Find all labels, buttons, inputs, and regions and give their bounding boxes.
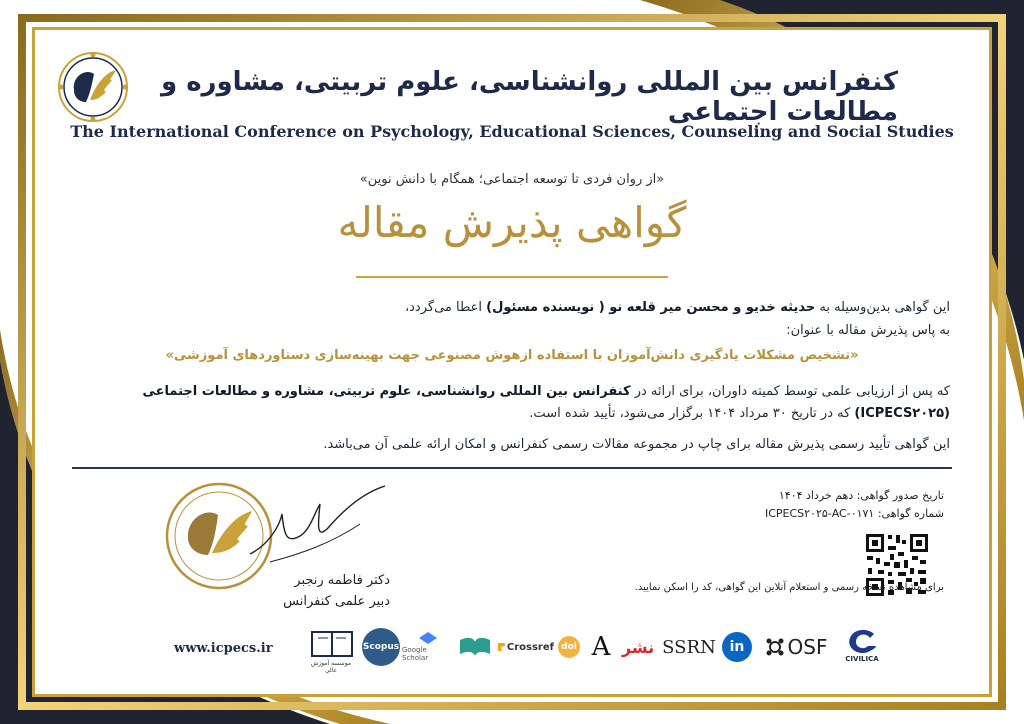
- osf-icon: [765, 637, 785, 657]
- linkedin-label: in: [729, 639, 745, 655]
- website-link[interactable]: www.icpecs.ir: [174, 641, 273, 656]
- qr-note: برای مشاهده نسخه رسمی و استعلام آنلاین این گواهی، کد را اسکن نمایید.: [634, 582, 944, 593]
- conference-title-en: The International Conference on Psychology, Educational Sciences, Counseling and Social Studies: [70, 122, 954, 141]
- acceptance-line: به پاس پذیرش مقاله با عنوان:: [786, 323, 950, 338]
- nashr-label: نشر: [621, 637, 655, 657]
- certificate-title: گواهی پذیرش مقاله: [337, 198, 687, 247]
- scopus-logo: Scopus: [362, 628, 400, 666]
- ssrn-logo: [664, 630, 714, 664]
- ssrn-label: SSRN: [662, 636, 716, 658]
- crossref-label: Crossref: [506, 641, 554, 653]
- signer-name: دکتر فاطمه رنجبر: [294, 573, 390, 588]
- slogan: «از روان فردی تا توسعه اجتماعی؛ همگام با دانش نوین»: [359, 172, 665, 187]
- library-icon: [310, 628, 354, 660]
- osf-label: OSF: [787, 635, 828, 659]
- google-scholar-icon: [419, 632, 437, 646]
- issue-date: تاریخ صدور گواهی: دهم خرداد ۱۴۰۴: [778, 489, 944, 502]
- brain-logo-icon: [56, 50, 130, 124]
- signer-role: دبیر علمی کنفرانس: [283, 594, 390, 609]
- confirmation-line: این گواهی تأیید رسمی پذیرش مقاله برای چاپ در مجموعه مقالات رسمی کنفرانس و امکان ارائه علمی آن می‌باشد.: [323, 437, 950, 452]
- crossref-logo: [498, 630, 554, 664]
- civilica-label: CIVILICA: [845, 655, 879, 663]
- book-logo-icon: [458, 632, 492, 660]
- divider: [72, 467, 952, 469]
- civilica-icon: [846, 628, 880, 656]
- signature-icon: [240, 484, 390, 574]
- certificate-number: شماره گواهی: ICPECS۲۰۲۵-AC-۰۱۷۱: [764, 507, 944, 520]
- award-prefix: این گواهی بدین‌وسیله به: [819, 300, 950, 315]
- evaluation-prefix: که پس از ارزیابی علمی توسط کمیته داوران، برای ارائه در: [634, 384, 950, 399]
- conference-title-fa: کنفرانس بین المللی روانشناسی، علوم تربیتی، مشاوره و مطالعات اجتماعی: [160, 67, 898, 127]
- academia-logo: [586, 630, 616, 664]
- authors: حدیثه خدیو و محسن میر قلعه نو ( نویسنده مسئول): [486, 300, 816, 315]
- doi-logo: doi: [558, 636, 580, 658]
- academia-label: A: [591, 632, 611, 662]
- paper-title: «تشخیص مشکلات یادگیری دانش‌آموزان با استفاده ازهوش مصنوعی جهت بهینه‌سازی دستاوردهای آموزشی»: [165, 348, 859, 363]
- osf-logo: [758, 630, 834, 664]
- award-line: [74, 297, 950, 319]
- google-scholar-label: Google Scholar: [402, 646, 429, 662]
- award-suffix: اعطا می‌گردد،: [404, 300, 482, 315]
- conference-name: کنفرانس بین المللی روانشناسی، علوم تربیتی، مشاوره و مطالعات اجتماعی: [142, 384, 631, 399]
- conference-code: (ICPECS۲۰۲۵): [854, 406, 950, 421]
- evaluation-paragraph: [74, 381, 950, 425]
- google-scholar-logo: [402, 630, 454, 664]
- nashr-logo: [618, 630, 658, 664]
- title-underline: [356, 276, 668, 278]
- crossref-icon: [498, 640, 505, 654]
- library-caption: موسسه آموزش عالی: [310, 660, 352, 674]
- evaluation-suffix: که در تاریخ ۳۰ مرداد ۱۴۰۴ برگزار می‌شود، تأیید شده است.: [529, 406, 851, 421]
- linkedin-logo: [722, 632, 752, 662]
